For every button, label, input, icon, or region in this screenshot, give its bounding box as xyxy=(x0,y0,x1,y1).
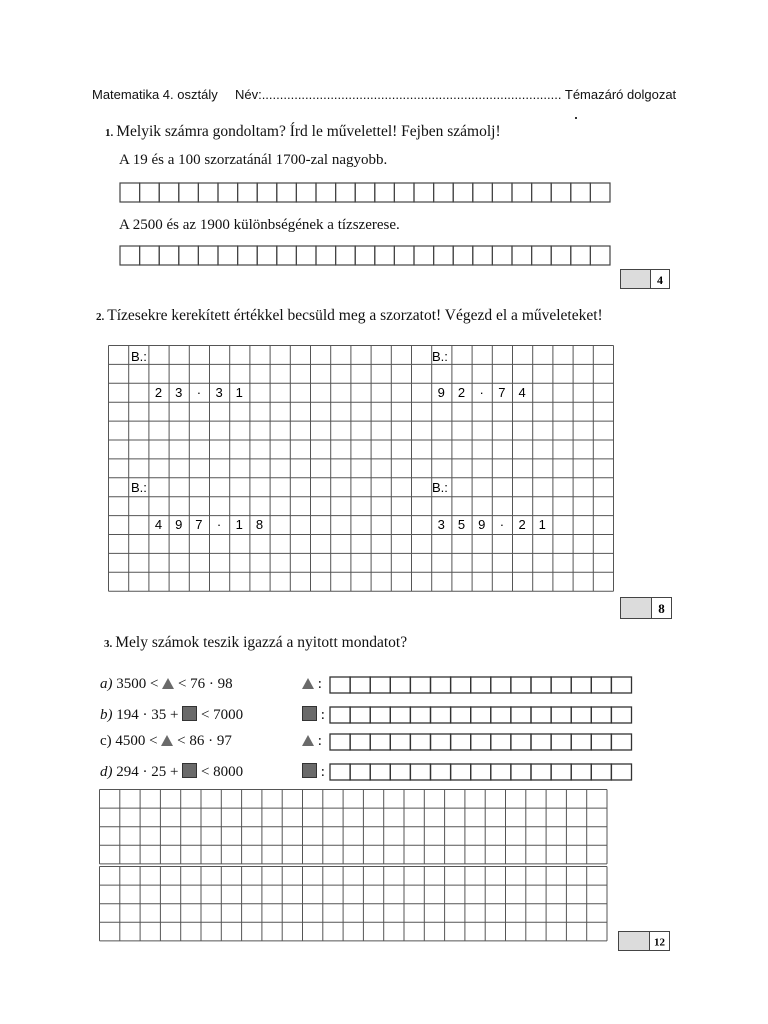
answer-cell[interactable] xyxy=(414,246,434,265)
answer-cell[interactable] xyxy=(453,246,473,265)
answer-separator: : xyxy=(317,733,322,749)
q3-item-c xyxy=(100,733,232,750)
answer-cell[interactable] xyxy=(410,764,430,780)
problem-digit: 9 xyxy=(478,517,486,533)
answer-cell[interactable] xyxy=(257,246,277,265)
answer-cell[interactable] xyxy=(471,677,491,693)
answer-cell[interactable] xyxy=(316,183,336,202)
q3-left-a: 3500 < xyxy=(116,676,159,692)
answer-cell[interactable] xyxy=(551,764,571,780)
answer-cell[interactable] xyxy=(491,677,511,693)
answer-cell[interactable] xyxy=(491,764,511,780)
answer-cell[interactable] xyxy=(531,677,551,693)
answer-cell[interactable] xyxy=(218,183,238,202)
answer-cell[interactable] xyxy=(471,764,491,780)
answer-cell[interactable] xyxy=(375,183,395,202)
answer-cell[interactable] xyxy=(551,734,571,750)
problem-digit: 7 xyxy=(498,384,506,400)
answer-cell[interactable] xyxy=(473,183,493,202)
q1-number: 1. xyxy=(105,127,114,139)
square-icon xyxy=(182,706,197,721)
answer-cell[interactable] xyxy=(431,707,451,723)
problem-digit: 9 xyxy=(175,517,183,533)
answer-cell[interactable] xyxy=(492,246,512,265)
answer-cell[interactable] xyxy=(410,734,430,750)
answer-cell[interactable] xyxy=(390,677,410,693)
problem-digit: 2 xyxy=(518,517,526,533)
problem-digit: 1 xyxy=(235,517,243,533)
q1-answer-row-b[interactable] xyxy=(119,245,614,267)
answer-cell[interactable] xyxy=(198,183,218,202)
answer-cell[interactable] xyxy=(453,183,473,202)
square-icon xyxy=(182,763,197,778)
answer-cell[interactable] xyxy=(120,183,140,202)
answer-cell[interactable] xyxy=(330,707,350,723)
q2-estimate-label-1: B.: xyxy=(131,349,147,364)
q3-left-c: 4500 < xyxy=(115,733,158,749)
q3-answer-symbol-c xyxy=(302,733,322,750)
answer-cell[interactable] xyxy=(394,183,414,202)
problem-digit: 1 xyxy=(235,384,243,400)
q1-item-a: A 19 és a 100 szorzatánál 1700-zal nagyobb. xyxy=(119,152,388,168)
answer-cell[interactable] xyxy=(330,764,350,780)
q3-left-d: 294 · 25 + xyxy=(116,764,179,780)
answer-cell[interactable] xyxy=(375,246,395,265)
q3-score-box[interactable] xyxy=(618,931,670,951)
answer-cell[interactable] xyxy=(179,183,199,202)
answer-cell[interactable] xyxy=(296,183,316,202)
answer-cell[interactable] xyxy=(531,764,551,780)
answer-cell[interactable] xyxy=(571,734,591,750)
triangle-icon xyxy=(161,735,173,746)
answer-cell[interactable] xyxy=(410,677,430,693)
problem-digit: 1 xyxy=(538,517,546,533)
triangle-icon xyxy=(302,735,314,746)
q2-points: 8 xyxy=(658,601,665,616)
answer-cell[interactable] xyxy=(611,734,631,750)
q3-answer-row-d[interactable] xyxy=(329,763,634,781)
answer-cell[interactable] xyxy=(531,707,551,723)
q1-score-box[interactable] xyxy=(620,269,670,289)
answer-cell[interactable] xyxy=(370,734,390,750)
answer-cell[interactable] xyxy=(512,183,532,202)
answer-cell[interactable] xyxy=(491,734,511,750)
answer-cell[interactable] xyxy=(370,764,390,780)
answer-cell[interactable] xyxy=(355,183,375,202)
triangle-icon xyxy=(302,678,314,689)
q2-score-box[interactable] xyxy=(620,597,672,619)
answer-cell[interactable] xyxy=(551,677,571,693)
subject-label: Matematika 4. osztály xyxy=(92,87,218,102)
answer-cell[interactable] xyxy=(471,707,491,723)
answer-cell[interactable] xyxy=(551,246,571,265)
answer-cell[interactable] xyxy=(511,734,531,750)
q2-title xyxy=(96,307,603,325)
answer-cell[interactable] xyxy=(350,707,370,723)
q3-label-b: b) xyxy=(100,707,113,723)
answer-cell[interactable] xyxy=(491,707,511,723)
answer-cell[interactable] xyxy=(512,246,532,265)
problem-digit: 2 xyxy=(457,384,466,400)
problem-digit: · xyxy=(479,384,484,400)
q3-title xyxy=(104,634,407,652)
problem-digit: · xyxy=(499,517,505,533)
name-field[interactable]: Név:................................................................................... xyxy=(234,87,562,102)
answer-cell[interactable] xyxy=(410,707,430,723)
q3-title-text: Mely számok teszik igazzá a nyitott mondatot? xyxy=(115,634,408,651)
answer-cell[interactable] xyxy=(370,707,390,723)
answer-separator: : xyxy=(320,707,325,723)
page-header xyxy=(92,87,676,102)
answer-cell[interactable] xyxy=(611,677,631,693)
answer-cell[interactable] xyxy=(471,734,491,750)
q3-answer-row-c[interactable] xyxy=(329,733,634,751)
q3-right-a: < 76 · 98 xyxy=(177,676,233,692)
answer-cell[interactable] xyxy=(336,246,356,265)
answer-cell[interactable] xyxy=(511,764,531,780)
q3-points: 12 xyxy=(654,936,665,949)
q3-right-d: < 8000 xyxy=(200,764,244,780)
answer-cell[interactable] xyxy=(434,183,454,202)
answer-cell[interactable] xyxy=(355,246,375,265)
problem-digit: 5 xyxy=(457,517,466,533)
answer-cell[interactable] xyxy=(571,707,591,723)
dot-mark xyxy=(575,117,577,119)
q1-item-b: A 2500 és az 1900 különbségének a tízszerese. xyxy=(119,217,400,233)
problem-digit: 3 xyxy=(215,384,223,400)
answer-cell[interactable] xyxy=(257,183,277,202)
q2-estimate-label-2: B.: xyxy=(432,349,448,364)
answer-cell[interactable] xyxy=(394,246,414,265)
q1-title-text: Melyik számra gondoltam? Írd le művelettel! Fejben számolj! xyxy=(116,123,501,140)
problem-digit: 8 xyxy=(255,517,264,533)
problem-digit: · xyxy=(216,517,222,533)
triangle-icon xyxy=(162,678,174,689)
q3-item-d xyxy=(100,763,243,781)
q2-number: 2. xyxy=(96,311,105,323)
answer-cell[interactable] xyxy=(571,677,591,693)
answer-cell[interactable] xyxy=(218,246,238,265)
answer-cell[interactable] xyxy=(140,183,160,202)
answer-cell[interactable] xyxy=(571,764,591,780)
answer-cell[interactable] xyxy=(198,246,218,265)
answer-cell[interactable] xyxy=(350,734,370,750)
answer-cell[interactable] xyxy=(140,246,160,265)
q3-label-c: c) xyxy=(100,733,112,749)
q3-answer-row-b[interactable] xyxy=(329,706,634,724)
answer-cell[interactable] xyxy=(390,734,410,750)
q2-estimate-label-4: B.: xyxy=(432,480,448,495)
q3-right-c: < 86 · 97 xyxy=(177,733,232,749)
answer-cell[interactable] xyxy=(330,734,350,750)
answer-cell[interactable] xyxy=(532,183,552,202)
answer-cell[interactable] xyxy=(591,734,611,750)
q3-label-a: a) xyxy=(100,676,113,692)
problem-digit: 4 xyxy=(154,517,163,533)
q3-item-b xyxy=(100,706,243,724)
answer-cell[interactable] xyxy=(330,677,350,693)
q3-answer-symbol-a xyxy=(302,676,322,693)
answer-cell[interactable] xyxy=(434,246,454,265)
answer-cell[interactable] xyxy=(390,764,410,780)
answer-cell[interactable] xyxy=(120,246,140,265)
answer-cell[interactable] xyxy=(238,183,258,202)
q2-estimate-label-3: B.: xyxy=(131,480,147,495)
q3-work-grid-bottom[interactable] xyxy=(99,866,609,942)
answer-cell[interactable] xyxy=(451,764,471,780)
answer-cell[interactable] xyxy=(159,183,179,202)
q2-grid[interactable] xyxy=(108,345,615,592)
answer-cell[interactable] xyxy=(591,707,611,723)
answer-cell[interactable] xyxy=(571,183,591,202)
q3-answer-symbol-b xyxy=(302,706,325,724)
answer-cell[interactable] xyxy=(296,246,316,265)
problem-digit: 9 xyxy=(437,384,445,400)
answer-cell[interactable] xyxy=(571,246,591,265)
q3-right-b: < 7000 xyxy=(200,707,244,723)
answer-separator: : xyxy=(317,676,322,692)
q3-answer-row-a[interactable] xyxy=(329,676,634,694)
test-type-label: Témazáró dolgozat xyxy=(564,87,677,102)
answer-cell[interactable] xyxy=(370,677,390,693)
square-icon xyxy=(302,763,317,778)
answer-cell[interactable] xyxy=(451,707,471,723)
answer-cell[interactable] xyxy=(473,246,493,265)
answer-cell[interactable] xyxy=(551,183,571,202)
answer-cell[interactable] xyxy=(551,707,571,723)
q1-points: 4 xyxy=(657,273,663,287)
answer-cell[interactable] xyxy=(277,183,297,202)
problem-digit: 3 xyxy=(175,384,183,400)
q3-work-grid-top[interactable] xyxy=(99,789,609,865)
q3-number: 3. xyxy=(104,638,113,650)
answer-cell[interactable] xyxy=(511,707,531,723)
q2-title-text: Tízesekre kerekített értékkel becsüld meg a szorzatot! Végezd el a műveleteket! xyxy=(107,307,603,324)
q1-answer-row-a[interactable] xyxy=(119,182,614,204)
answer-cell[interactable] xyxy=(492,183,512,202)
problem-digit: 4 xyxy=(518,384,526,400)
answer-cell[interactable] xyxy=(451,734,471,750)
answer-separator: : xyxy=(320,764,325,780)
answer-cell[interactable] xyxy=(611,707,631,723)
q3-item-a xyxy=(100,676,233,693)
answer-cell[interactable] xyxy=(277,246,297,265)
answer-cell[interactable] xyxy=(591,764,611,780)
answer-cell[interactable] xyxy=(431,734,451,750)
answer-cell[interactable] xyxy=(159,246,179,265)
problem-digit: 2 xyxy=(154,384,163,400)
answer-cell[interactable] xyxy=(431,677,451,693)
answer-cell[interactable] xyxy=(414,183,434,202)
square-icon xyxy=(302,706,317,721)
answer-cell[interactable] xyxy=(590,246,610,265)
q3-label-d: d) xyxy=(100,764,113,780)
answer-cell[interactable] xyxy=(179,246,199,265)
problem-digit: 7 xyxy=(195,517,203,533)
answer-cell[interactable] xyxy=(350,677,370,693)
answer-cell[interactable] xyxy=(532,246,552,265)
q3-left-b: 194 · 35 + xyxy=(116,707,179,723)
answer-cell[interactable] xyxy=(316,246,336,265)
answer-cell[interactable] xyxy=(590,183,610,202)
problem-digit: 3 xyxy=(437,517,445,533)
answer-cell[interactable] xyxy=(531,734,551,750)
q1-title xyxy=(105,123,501,141)
answer-cell[interactable] xyxy=(238,246,258,265)
q3-answer-symbol-d xyxy=(302,763,325,781)
problem-digit: · xyxy=(196,384,202,400)
answer-cell[interactable] xyxy=(511,677,531,693)
answer-cell[interactable] xyxy=(390,707,410,723)
answer-cell[interactable] xyxy=(350,764,370,780)
answer-cell[interactable] xyxy=(611,764,631,780)
answer-cell[interactable] xyxy=(591,677,611,693)
answer-cell[interactable] xyxy=(451,677,471,693)
answer-cell[interactable] xyxy=(431,764,451,780)
answer-cell[interactable] xyxy=(336,183,356,202)
